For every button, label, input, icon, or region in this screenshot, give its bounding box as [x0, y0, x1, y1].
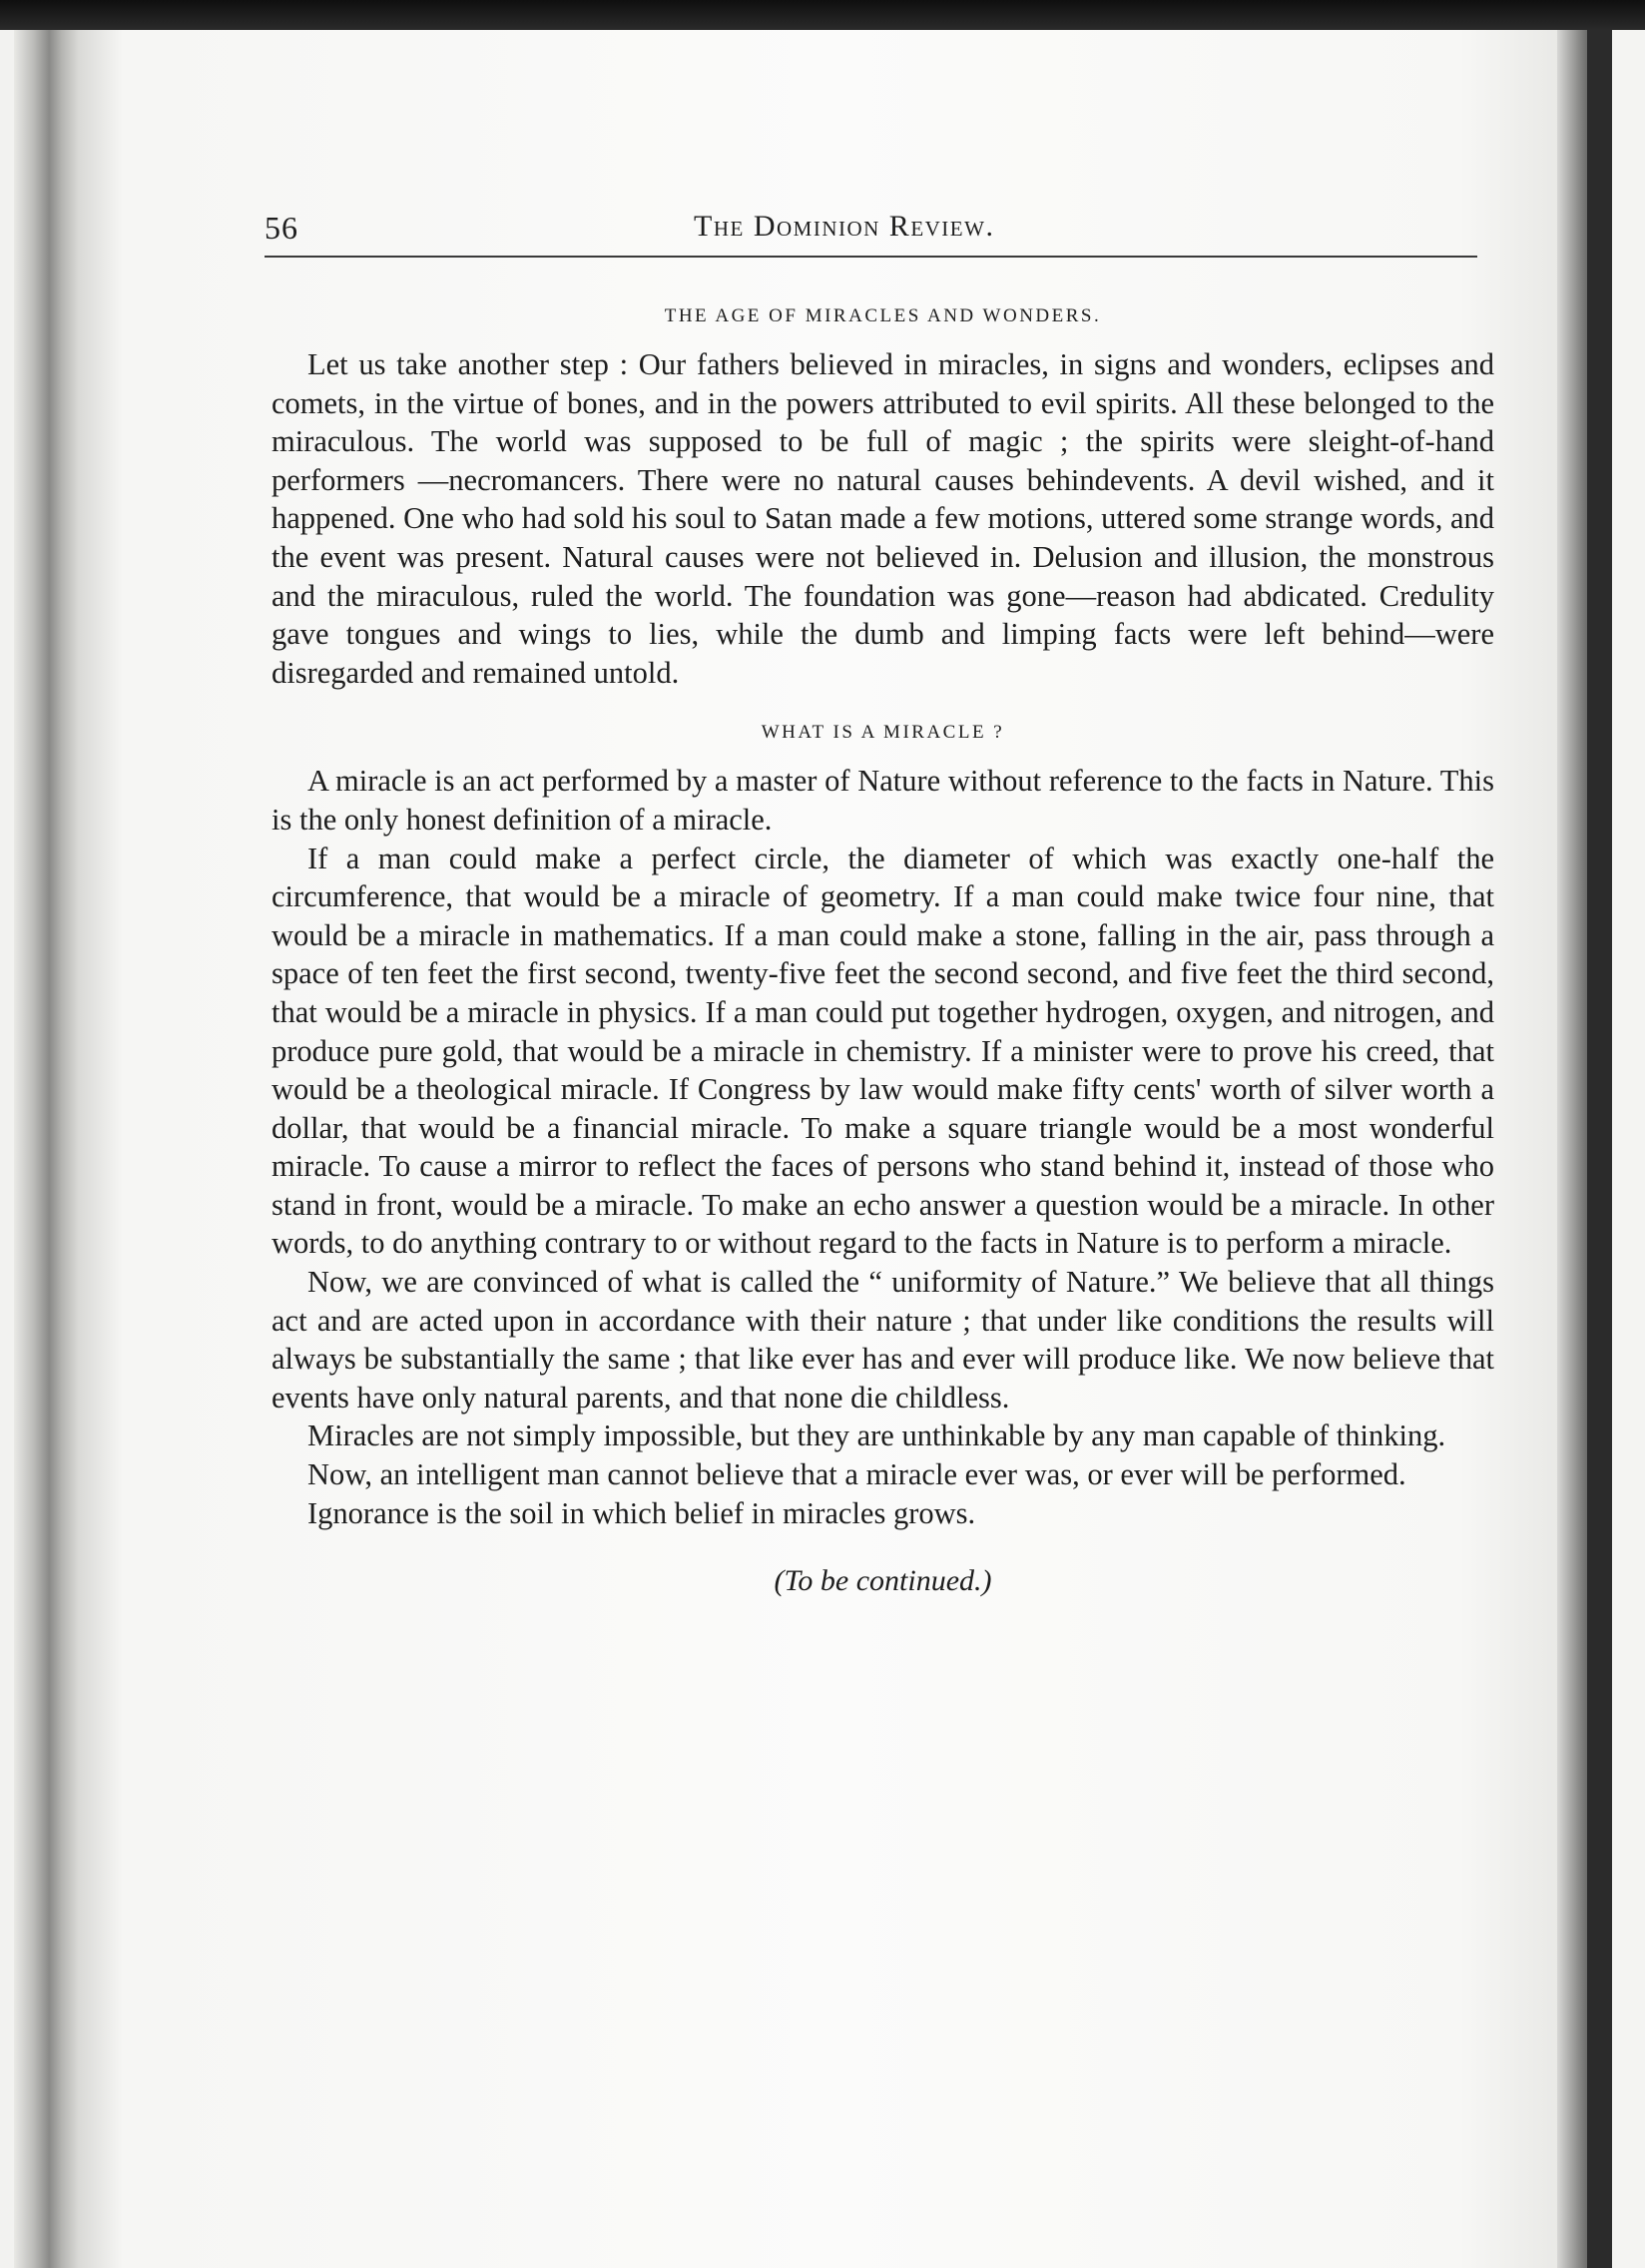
paragraph: Miracles are not simply impossible, but they are unthinkable by any man capable of thinking.	[307, 1418, 1446, 1453]
running-head	[265, 200, 1477, 260]
book-spine-edge	[14, 30, 78, 2268]
paragraph: Now, we are convinced of what is called the “ uniformity of Nature.” We believe that all things act and are acted upon in accordance with their nature ; that under like conditions the results will always be substantially the same ; that like ever has and ever will produce like. We now believe that events have only natural parents, and that none die childless.	[272, 1265, 1494, 1415]
paragraph: Let us take another step : Our fathers believed in miracles, in signs and wonders, eclipses and comets, in the virtue of bones, and in the powers attributed to evil spirits. All these belonged to the miraculous. The world was supposed to be full of magic ; the spirits were sleight-of-hand performers —necromancers. There were no natural causes behindevents. A devil wished, and it happened. One who had sold his soul to Satan made a few motions, uttered some strange words, and the event was present. Natural causes were not believed in. Delusion and illusion, the monstrous and the miraculous, ruled the world. The foundation was gone—reason had abdicated. Credulity gave tongues and wings to lies, while the dumb and limping facts were left behind—were disregarded and remained untold.	[272, 347, 1494, 690]
article-body	[272, 289, 1494, 1601]
continued-note: (To be continued.)	[774, 1564, 992, 1598]
journal-title: The Dominion Review.	[694, 210, 995, 243]
scan-left-margin	[0, 30, 14, 2268]
paragraph: If a man could make a perfect circle, the diameter of which was exactly one-half the circumference, that would be a miracle of geometry. If a man could make twice four nine, that would be a miracle in mathematics. If a man could make a stone, falling in the air, pass through a space of ten feet the first second, twenty-five feet the second second, and five feet the third second, that would be a miracle in physics. If a man could put together hydrogen, oxygen, and nitrogen, and produce pure gold, that would be a miracle in chemistry. If a minister were to prove his creed, that would be a theological miracle. If Congress by law would make fifty cents' worth of silver worth a dollar, that would be a financial miracle. To make a square triangle would be a most wonderful miracle. To cause a mirror to reflect the faces of persons who stand behind it, instead of those who stand in front, would be a miracle. To make an echo answer a question would be a miracle. In other words, to do anything contrary to or without regard to the facts in Nature is to perform a miracle.	[272, 841, 1494, 1261]
scan-top-border	[0, 0, 1645, 30]
page-right-gutter	[1557, 30, 1587, 2268]
header-rule	[265, 256, 1477, 258]
section-heading: THE AGE OF MIRACLES AND WONDERS.	[664, 305, 1102, 326]
paragraph: A miracle is an act performed by a master of Nature without reference to the facts in Nature. This is the only honest definition of a miracle.	[272, 764, 1494, 837]
adjacent-page-strip	[1612, 30, 1645, 2268]
paragraph: Now, an intelligent man cannot believe that a miracle ever was, or ever will be performed.	[307, 1457, 1406, 1492]
section-gap	[272, 692, 1494, 706]
page-number: 56	[265, 210, 298, 246]
section-heading: WHAT IS A MIRACLE ?	[761, 722, 1005, 744]
paragraph: Ignorance is the soil in which belief in miracles grows.	[307, 1495, 976, 1530]
